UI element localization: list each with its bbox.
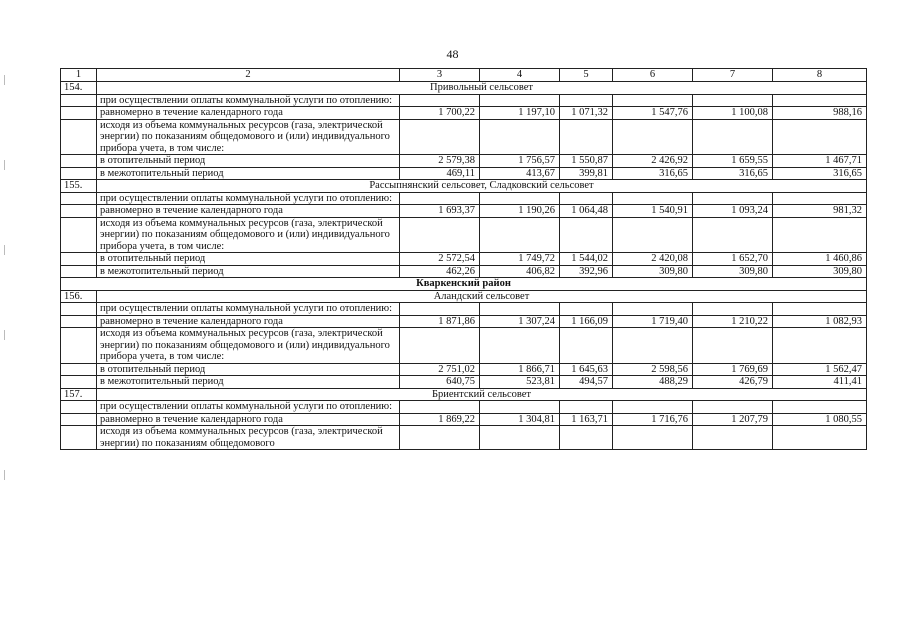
table-row bbox=[61, 401, 867, 414]
row-label: равномерно в течение календарного года bbox=[97, 315, 400, 328]
value-cell: 1 716,76 bbox=[613, 413, 693, 426]
section-row bbox=[61, 388, 867, 401]
value-cell: 392,96 bbox=[560, 265, 613, 278]
value-cell: 988,16 bbox=[773, 107, 867, 120]
value-cell: 316,65 bbox=[773, 167, 867, 180]
column-header: 8 bbox=[773, 69, 867, 82]
row-label: исходя из объема коммунальных ресурсов (газа, электрической энергии) по показаниям общедомового и (или) индивидуального прибора учета, в том числе: bbox=[97, 217, 400, 253]
table-row bbox=[61, 155, 867, 168]
value-cell: 1 197,10 bbox=[480, 107, 560, 120]
row-label: в отопительный период bbox=[97, 155, 400, 168]
value-cell: 2 420,08 bbox=[613, 253, 693, 266]
value-cell: 1 645,63 bbox=[560, 363, 613, 376]
table-header-row bbox=[61, 69, 867, 82]
value-cell: 1 749,72 bbox=[480, 253, 560, 266]
value-cell: 523,81 bbox=[480, 376, 560, 389]
row-label: в отопительный период bbox=[97, 253, 400, 266]
value-cell: 1 866,71 bbox=[480, 363, 560, 376]
table-row bbox=[61, 376, 867, 389]
tariff-table bbox=[60, 68, 867, 450]
table-row bbox=[61, 253, 867, 266]
value-cell: 1 166,09 bbox=[560, 315, 613, 328]
table-row bbox=[61, 205, 867, 218]
value-cell: 1 093,24 bbox=[693, 205, 773, 218]
value-cell: 399,81 bbox=[560, 167, 613, 180]
row-label: исходя из объема коммунальных ресурсов (газа, электрической энергии) по показаниям общедомового bbox=[97, 426, 400, 450]
value-cell: 1 210,22 bbox=[693, 315, 773, 328]
column-header: 4 bbox=[480, 69, 560, 82]
table-row bbox=[61, 413, 867, 426]
section-number: 156. bbox=[61, 290, 97, 303]
value-cell: 2 579,38 bbox=[400, 155, 480, 168]
section-row bbox=[61, 180, 867, 193]
column-header: 5 bbox=[560, 69, 613, 82]
row-label: в межотопительный период bbox=[97, 265, 400, 278]
value-cell: 488,29 bbox=[613, 376, 693, 389]
value-cell: 1 467,71 bbox=[773, 155, 867, 168]
column-header: 7 bbox=[693, 69, 773, 82]
row-label: при осуществлении оплаты коммунальной услуги по отоплению: bbox=[97, 303, 400, 316]
district-name: Кваркенский район bbox=[61, 278, 867, 291]
value-cell: 426,79 bbox=[693, 376, 773, 389]
value-cell: 1 562,47 bbox=[773, 363, 867, 376]
value-cell: 1 693,37 bbox=[400, 205, 480, 218]
value-cell: 1 082,93 bbox=[773, 315, 867, 328]
value-cell: 1 659,55 bbox=[693, 155, 773, 168]
value-cell: 2 426,92 bbox=[613, 155, 693, 168]
value-cell: 1 460,86 bbox=[773, 253, 867, 266]
margin-mark bbox=[4, 160, 5, 170]
row-label: в отопительный период bbox=[97, 363, 400, 376]
section-name: Рассыпнянский сельсовет, Сладковский сельсовет bbox=[97, 180, 867, 193]
value-cell: 2 751,02 bbox=[400, 363, 480, 376]
value-cell: 1 769,69 bbox=[693, 363, 773, 376]
margin-mark bbox=[4, 75, 5, 85]
table-row bbox=[61, 119, 867, 155]
table-row bbox=[61, 363, 867, 376]
row-label: при осуществлении оплаты коммунальной услуги по отоплению: bbox=[97, 401, 400, 414]
column-header: 3 bbox=[400, 69, 480, 82]
value-cell: 640,75 bbox=[400, 376, 480, 389]
value-cell: 1 719,40 bbox=[613, 315, 693, 328]
value-cell: 2 598,56 bbox=[613, 363, 693, 376]
value-cell: 1 304,81 bbox=[480, 413, 560, 426]
table-row bbox=[61, 303, 867, 316]
margin-mark bbox=[4, 245, 5, 255]
section-name: Бриентский сельсовет bbox=[97, 388, 867, 401]
table-row bbox=[61, 192, 867, 205]
table-row bbox=[61, 426, 867, 450]
section-number: 157. bbox=[61, 388, 97, 401]
value-cell: 1 871,86 bbox=[400, 315, 480, 328]
row-label: в межотопительный период bbox=[97, 376, 400, 389]
value-cell: 411,41 bbox=[773, 376, 867, 389]
district-row bbox=[61, 278, 867, 291]
value-cell: 1 547,76 bbox=[613, 107, 693, 120]
value-cell: 1 190,26 bbox=[480, 205, 560, 218]
column-header: 1 bbox=[61, 69, 97, 82]
value-cell: 1 080,55 bbox=[773, 413, 867, 426]
table-row bbox=[61, 217, 867, 253]
table-row bbox=[61, 265, 867, 278]
section-name: Привольный сельсовет bbox=[97, 82, 867, 95]
value-cell: 462,26 bbox=[400, 265, 480, 278]
section-row bbox=[61, 290, 867, 303]
value-cell: 469,11 bbox=[400, 167, 480, 180]
section-name: Аландский сельсовет bbox=[97, 290, 867, 303]
section-number: 154. bbox=[61, 82, 97, 95]
value-cell: 309,80 bbox=[613, 265, 693, 278]
table-row bbox=[61, 167, 867, 180]
table-row bbox=[61, 315, 867, 328]
value-cell: 406,82 bbox=[480, 265, 560, 278]
value-cell: 413,67 bbox=[480, 167, 560, 180]
value-cell: 1 550,87 bbox=[560, 155, 613, 168]
value-cell: 309,80 bbox=[693, 265, 773, 278]
row-label: при осуществлении оплаты коммунальной услуги по отоплению: bbox=[97, 192, 400, 205]
row-label: в межотопительный период bbox=[97, 167, 400, 180]
margin-mark bbox=[4, 330, 5, 340]
value-cell: 1 540,91 bbox=[613, 205, 693, 218]
value-cell: 1 071,32 bbox=[560, 107, 613, 120]
value-cell: 1 064,48 bbox=[560, 205, 613, 218]
value-cell: 316,65 bbox=[693, 167, 773, 180]
margin-mark bbox=[4, 470, 5, 480]
row-label: исходя из объема коммунальных ресурсов (газа, электрической энергии) по показаниям общедомового и (или) индивидуального прибора учета, в том числе: bbox=[97, 328, 400, 364]
table-row bbox=[61, 328, 867, 364]
row-label: при осуществлении оплаты коммунальной услуги по отоплению: bbox=[97, 94, 400, 107]
value-cell: 1 100,08 bbox=[693, 107, 773, 120]
table-row bbox=[61, 94, 867, 107]
value-cell: 981,32 bbox=[773, 205, 867, 218]
value-cell: 1 652,70 bbox=[693, 253, 773, 266]
value-cell: 1 307,24 bbox=[480, 315, 560, 328]
row-label: исходя из объема коммунальных ресурсов (газа, электрической энергии) по показаниям общедомового и (или) индивидуального прибора учета, в том числе: bbox=[97, 119, 400, 155]
value-cell: 1 163,71 bbox=[560, 413, 613, 426]
row-label: равномерно в течение календарного года bbox=[97, 107, 400, 120]
value-cell: 1 207,79 bbox=[693, 413, 773, 426]
value-cell: 1 756,57 bbox=[480, 155, 560, 168]
column-header: 6 bbox=[613, 69, 693, 82]
value-cell: 494,57 bbox=[560, 376, 613, 389]
section-number: 155. bbox=[61, 180, 97, 193]
value-cell: 316,65 bbox=[613, 167, 693, 180]
value-cell: 1 700,22 bbox=[400, 107, 480, 120]
value-cell: 1 869,22 bbox=[400, 413, 480, 426]
page-number: 48 bbox=[446, 47, 459, 61]
column-header: 2 bbox=[97, 69, 400, 82]
row-label: равномерно в течение календарного года bbox=[97, 205, 400, 218]
value-cell: 309,80 bbox=[773, 265, 867, 278]
value-cell: 2 572,54 bbox=[400, 253, 480, 266]
row-label: равномерно в течение календарного года bbox=[97, 413, 400, 426]
value-cell: 1 544,02 bbox=[560, 253, 613, 266]
section-row bbox=[61, 82, 867, 95]
table-row bbox=[61, 107, 867, 120]
